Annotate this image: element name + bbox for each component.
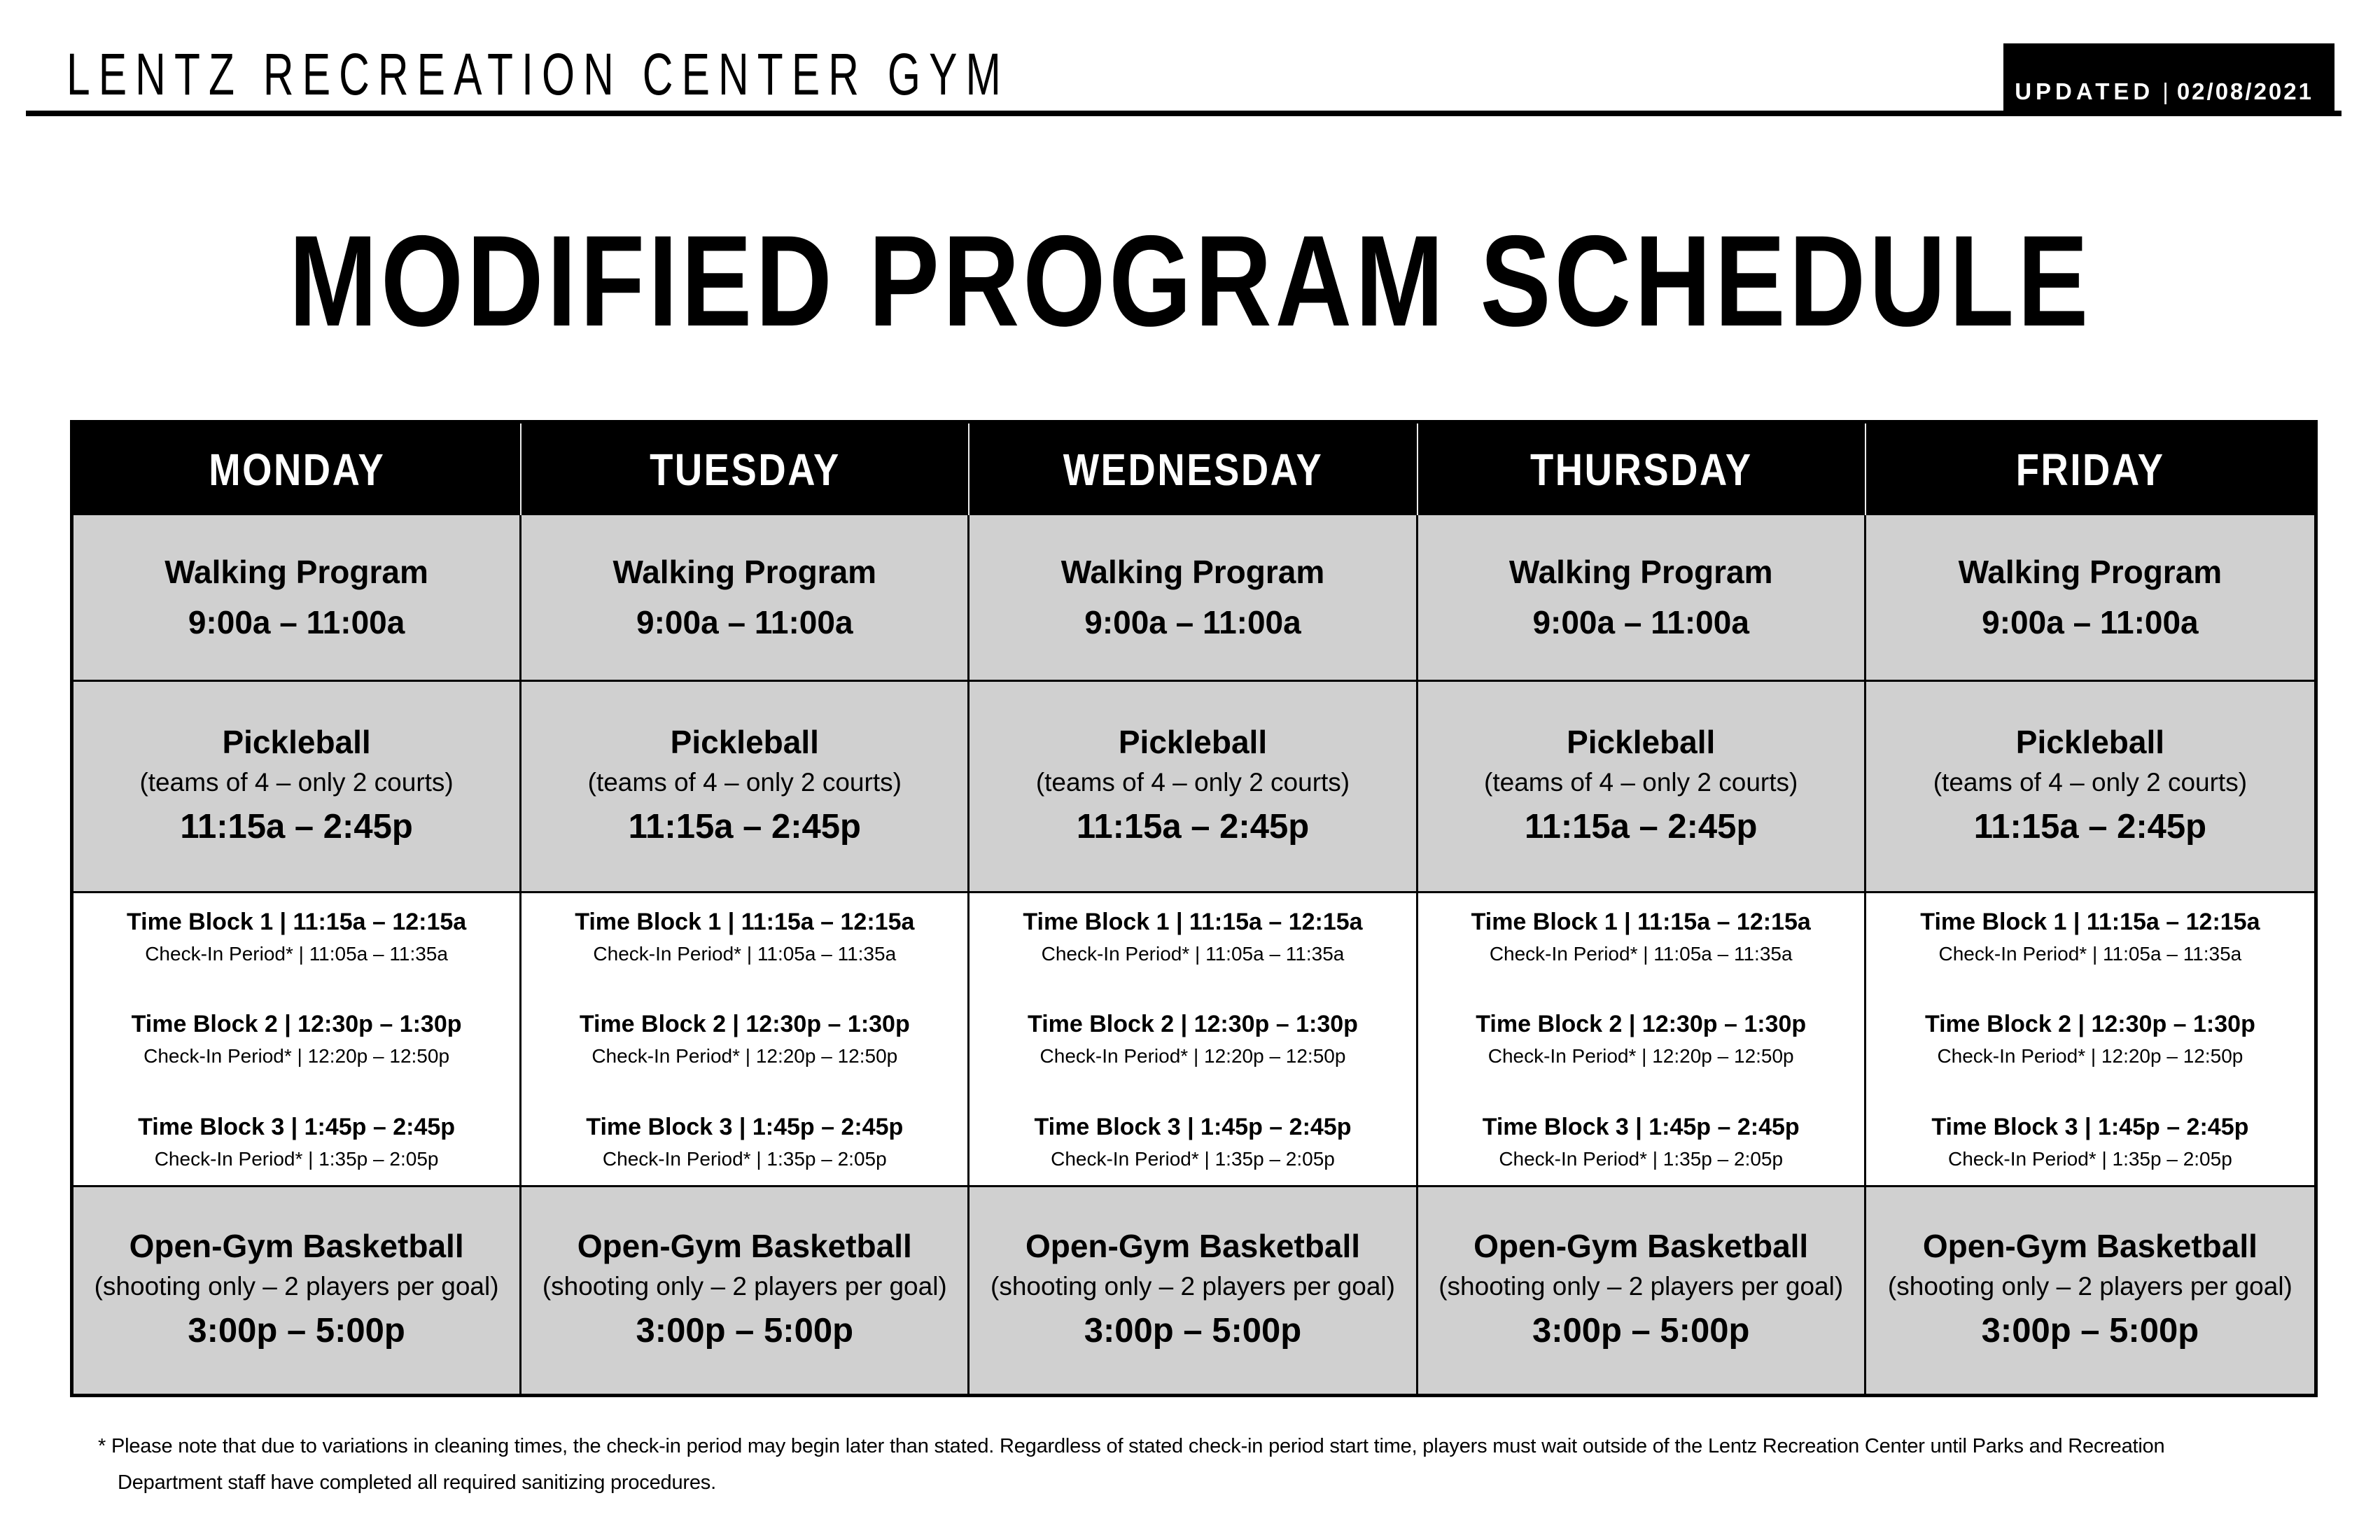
basketball-name: Open-Gym Basketball xyxy=(1474,1227,1809,1264)
day-label: WEDNESDAY xyxy=(1063,444,1324,495)
day-header-cell xyxy=(522,424,969,515)
time-block-1-label: Time Block 1 | 11:15a – 12:15a xyxy=(575,908,915,935)
schedule-table xyxy=(70,420,2318,1397)
pickleball-note: (teams of 4 – only 2 courts) xyxy=(587,767,902,797)
basketball-cell xyxy=(74,1187,522,1394)
masthead-rule xyxy=(26,111,2342,116)
pickleball-note: (teams of 4 – only 2 courts) xyxy=(1035,767,1350,797)
footnote xyxy=(98,1428,2359,1501)
basketball-time: 3:00p – 5:00p xyxy=(636,1311,854,1350)
time-block-1 xyxy=(1023,906,1362,967)
time-block-2-checkin: Check-In Period* | 12:20p – 12:50p xyxy=(592,1045,898,1068)
basketball-note: (shooting only – 2 players per goal) xyxy=(94,1271,499,1301)
walking-program-cell xyxy=(1418,515,1866,682)
time-block-1 xyxy=(1471,906,1811,967)
time-block-3 xyxy=(586,1112,903,1172)
time-block-2-label: Time Block 2 | 12:30p – 1:30p xyxy=(579,1011,910,1038)
time-block-3-label: Time Block 3 | 1:45p – 2:45p xyxy=(138,1113,456,1140)
time-block-2 xyxy=(1476,1009,1806,1070)
basketball-cell xyxy=(1866,1187,2314,1394)
basketball-time: 3:00p – 5:00p xyxy=(1532,1311,1750,1350)
day-header-cell xyxy=(1866,424,2314,515)
basketball-time: 3:00p – 5:00p xyxy=(1981,1311,2199,1350)
footnote-line-2: Department staff have completed all required sanitizing procedures. xyxy=(118,1471,716,1494)
updated-date: 02/08/2021 xyxy=(2176,78,2314,104)
time-blocks-cell xyxy=(74,893,522,1187)
pickleball-name: Pickleball xyxy=(222,723,371,760)
walking-program-time: 9:00a – 11:00a xyxy=(636,603,853,640)
time-block-3 xyxy=(1483,1112,1800,1172)
time-block-1-checkin: Check-In Period* | 11:05a – 11:35a xyxy=(593,942,897,965)
time-block-3-checkin: Check-In Period* | 1:35p – 2:05p xyxy=(1948,1147,2232,1170)
walking-program-cell xyxy=(969,515,1418,682)
pickleball-note: (teams of 4 – only 2 courts) xyxy=(139,767,454,797)
pickleball-cell xyxy=(74,682,522,893)
walking-program-cell xyxy=(522,515,969,682)
pickleball-note: (teams of 4 – only 2 courts) xyxy=(1484,767,1798,797)
pickleball-name: Pickleball xyxy=(1567,723,1716,760)
walking-program-cell xyxy=(1866,515,2314,682)
time-block-1-label: Time Block 1 | 11:15a – 12:15a xyxy=(126,908,467,935)
pickleball-name: Pickleball xyxy=(670,723,819,760)
day-header-cell xyxy=(74,424,522,515)
walking-program-name: Walking Program xyxy=(1060,554,1325,591)
gym-name: LENTZ RECREATION CENTER GYM xyxy=(66,41,1009,107)
time-block-3-label: Time Block 3 | 1:45p – 2:45p xyxy=(586,1113,904,1140)
walking-program-time: 9:00a – 11:00a xyxy=(188,603,405,640)
time-block-2 xyxy=(1925,1009,2255,1070)
pickleball-note: (teams of 4 – only 2 courts) xyxy=(1933,767,2248,797)
time-block-3-label: Time Block 3 | 1:45p – 2:45p xyxy=(1931,1113,2249,1140)
basketball-cell xyxy=(969,1187,1418,1394)
updated-badge xyxy=(2003,43,2334,114)
walking-program-time: 9:00a – 11:00a xyxy=(1532,603,1749,640)
basketball-cell xyxy=(1418,1187,1866,1394)
time-block-3-checkin: Check-In Period* | 1:35p – 2:05p xyxy=(1051,1147,1335,1170)
time-block-3 xyxy=(1931,1112,2248,1172)
pickleball-cell xyxy=(1866,682,2314,893)
time-block-2-checkin: Check-In Period* | 12:20p – 12:50p xyxy=(144,1045,450,1068)
page-title xyxy=(0,209,2380,354)
day-label: FRIDAY xyxy=(2015,444,2165,495)
pickleball-time: 11:15a – 2:45p xyxy=(1973,807,2207,846)
time-block-1-checkin: Check-In Period* | 11:05a – 11:35a xyxy=(1938,942,2242,965)
time-blocks-cell xyxy=(522,893,969,1187)
time-block-3-label: Time Block 3 | 1:45p – 2:45p xyxy=(1482,1113,1800,1140)
time-block-2-checkin: Check-In Period* | 12:20p – 12:50p xyxy=(1937,1045,2244,1068)
pickleball-name: Pickleball xyxy=(1118,723,1268,760)
time-block-1 xyxy=(1920,906,2260,967)
time-block-3 xyxy=(138,1112,455,1172)
time-block-2-checkin: Check-In Period* | 12:20p – 12:50p xyxy=(1040,1045,1346,1068)
basketball-name: Open-Gym Basketball xyxy=(577,1227,912,1264)
day-label: TUESDAY xyxy=(649,444,841,495)
basketball-note: (shooting only – 2 players per goal) xyxy=(1438,1271,1844,1301)
time-block-2-label: Time Block 2 | 12:30p – 1:30p xyxy=(1476,1011,1807,1038)
walking-program-cell xyxy=(74,515,522,682)
basketball-cell xyxy=(522,1187,969,1394)
time-block-3 xyxy=(1035,1112,1352,1172)
time-block-1 xyxy=(575,906,914,967)
pickleball-time: 11:15a – 2:45p xyxy=(1525,807,1758,846)
time-block-3-checkin: Check-In Period* | 1:35p – 2:05p xyxy=(602,1147,887,1170)
time-block-3-label: Time Block 3 | 1:45p – 2:45p xyxy=(1034,1113,1352,1140)
walking-program-name: Walking Program xyxy=(1958,554,2222,591)
time-block-2-checkin: Check-In Period* | 12:20p – 12:50p xyxy=(1488,1045,1794,1068)
walking-program-time: 9:00a – 11:00a xyxy=(1084,603,1301,640)
time-block-2 xyxy=(132,1009,462,1070)
basketball-name: Open-Gym Basketball xyxy=(129,1227,464,1264)
time-block-3-checkin: Check-In Period* | 1:35p – 2:05p xyxy=(1499,1147,1784,1170)
basketball-time: 3:00p – 5:00p xyxy=(1084,1311,1302,1350)
pickleball-time: 11:15a – 2:45p xyxy=(628,807,861,846)
time-block-2 xyxy=(1028,1009,1358,1070)
day-header-cell xyxy=(1418,424,1866,515)
basketball-name: Open-Gym Basketball xyxy=(1025,1227,1361,1264)
basketball-note: (shooting only – 2 players per goal) xyxy=(542,1271,947,1301)
day-header-cell xyxy=(969,424,1418,515)
day-label: THURSDAY xyxy=(1530,444,1753,495)
pickleball-cell xyxy=(522,682,969,893)
pickleball-time: 11:15a – 2:45p xyxy=(1076,807,1310,846)
time-block-1-label: Time Block 1 | 11:15a – 12:15a xyxy=(1023,908,1363,935)
updated-label: UPDATED xyxy=(2015,78,2155,104)
time-block-1-label: Time Block 1 | 11:15a – 12:15a xyxy=(1920,908,2260,935)
basketball-note: (shooting only – 2 players per goal) xyxy=(1887,1271,2292,1301)
walking-program-time: 9:00a – 11:00a xyxy=(1982,603,2199,640)
walking-program-name: Walking Program xyxy=(612,554,877,591)
page-title-text: MODIFIED PROGRAM SCHEDULE xyxy=(288,209,2092,354)
time-block-1-checkin: Check-In Period* | 11:05a – 11:35a xyxy=(1489,942,1793,965)
time-block-1-checkin: Check-In Period* | 11:05a – 11:35a xyxy=(1041,942,1345,965)
pickleball-time: 11:15a – 2:45p xyxy=(180,807,413,846)
walking-program-name: Walking Program xyxy=(1508,554,1773,591)
time-block-2-label: Time Block 2 | 12:30p – 1:30p xyxy=(131,1011,462,1038)
pickleball-name: Pickleball xyxy=(2015,723,2165,760)
basketball-name: Open-Gym Basketball xyxy=(1922,1227,2258,1264)
time-blocks-cell xyxy=(1866,893,2314,1187)
time-blocks-cell xyxy=(969,893,1418,1187)
time-block-1-label: Time Block 1 | 11:15a – 12:15a xyxy=(1471,908,1811,935)
time-block-2-label: Time Block 2 | 12:30p – 1:30p xyxy=(1028,1011,1358,1038)
day-label: MONDAY xyxy=(209,444,386,495)
time-block-1-checkin: Check-In Period* | 11:05a – 11:35a xyxy=(145,942,448,965)
basketball-note: (shooting only – 2 players per goal) xyxy=(990,1271,1395,1301)
updated-separator: | xyxy=(2162,78,2169,104)
footnote-line-1: * Please note that due to variations in cleaning times, the check-in period may begin later than stated. Regardless of stated check-in period start time, players must wait outside of the Lentz Recreation Center until Parks and Recreation xyxy=(98,1435,2165,1457)
pickleball-cell xyxy=(969,682,1418,893)
walking-program-name: Walking Program xyxy=(164,554,428,591)
time-block-2-label: Time Block 2 | 12:30p – 1:30p xyxy=(1924,1011,2255,1038)
time-block-2 xyxy=(580,1009,910,1070)
time-block-3-checkin: Check-In Period* | 1:35p – 2:05p xyxy=(154,1147,439,1170)
time-block-1 xyxy=(127,906,466,967)
basketball-time: 3:00p – 5:00p xyxy=(188,1311,405,1350)
pickleball-cell xyxy=(1418,682,1866,893)
time-blocks-cell xyxy=(1418,893,1866,1187)
